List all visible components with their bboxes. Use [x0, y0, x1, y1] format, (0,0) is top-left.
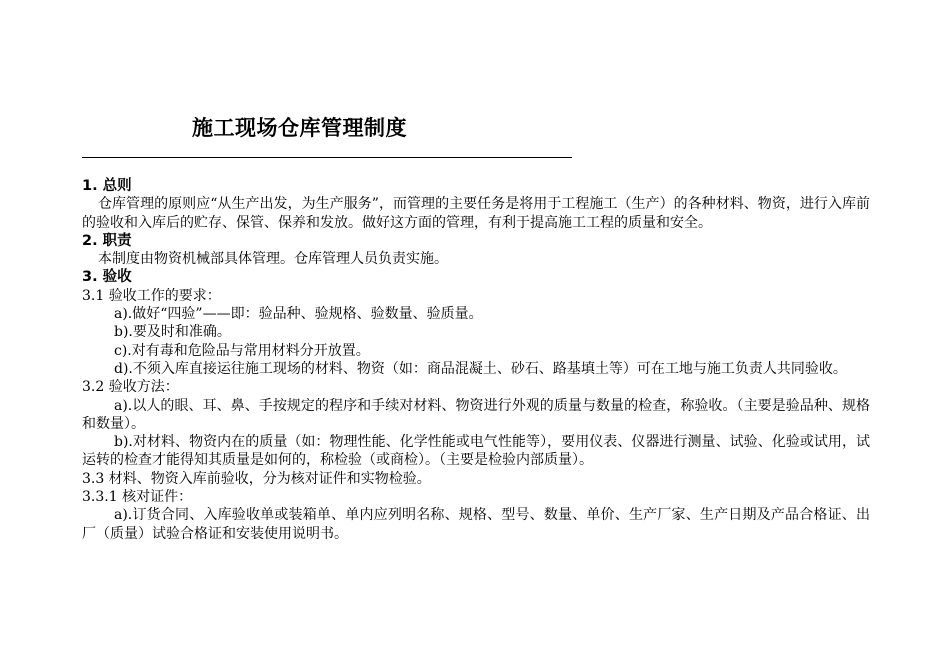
item-3-2-a: a).以人的眼、耳、鼻、手按规定的程序和手续对材料、物资进行外观的质量与数量的检查，称验收。（主要是验品种、规格和数量）。	[82, 397, 870, 432]
item-3-1-a: a).做好“四验”——即：验品种、验规格、验数量、验质量。	[114, 306, 483, 323]
item-3-3-1-a: a).订货合同、入库验收单或装箱单、单内应列明名称、规格、型号、数量、单价、生产厂家、生产日期及产品合格证、出厂（质量）试验合格证和安装使用说明书。	[82, 507, 870, 542]
section-1-heading: 1. 总则	[82, 178, 132, 194]
title-underline	[82, 157, 572, 158]
item-3-1-c: c).对有毒和危险品与常用材料分开放置。	[114, 342, 370, 359]
section-3-heading: 3. 验收	[82, 269, 132, 286]
subsection-3-2: 3.2 验收方法：	[82, 379, 179, 396]
section-2-heading: 2. 职责	[82, 232, 132, 249]
item-3-2-b: b).对材料、物资内在的质量（如：物理性能、化学性能或电气性能等），要用仪表、仪器进行测量、试验、化验或试用，试运转的检查才能得知其质量是如何的，称检验（或商检）。（主要是检验内部质量）。	[82, 434, 870, 469]
section-2-paragraph: 本制度由物资机械部具体管理。仓库管理人员负责实施。	[98, 251, 448, 268]
document-body	[82, 177, 870, 543]
subsection-3-3: 3.3 材料、物资入库前验收，分为核对证件和实物检验。	[82, 470, 431, 487]
subsection-3-1: 3.1 验收工作的要求：	[82, 287, 221, 304]
item-3-1-b: b).要及时和准确。	[114, 324, 231, 341]
section-1-paragraph: 仓库管理的原则应“从生产出发，为生产服务”，而管理的主要任务是将用于工程施工（生产）的各种材料、物资，进行入库前的验收和入库后的贮存、保管、保养和发放。做好这方面的管理，有利于提高施工工程的质量和安全。	[82, 196, 870, 231]
item-3-1-d: d).不须入库直接运往施工现场的材料、物资（如：商品混凝土、砂石、路基填土等）可在工地与施工负责人共同验收。	[114, 360, 847, 377]
subsection-3-3-1: 3.3.1 核对证件：	[82, 489, 193, 506]
document-title: 施工现场仓库管理制度	[192, 116, 407, 140]
